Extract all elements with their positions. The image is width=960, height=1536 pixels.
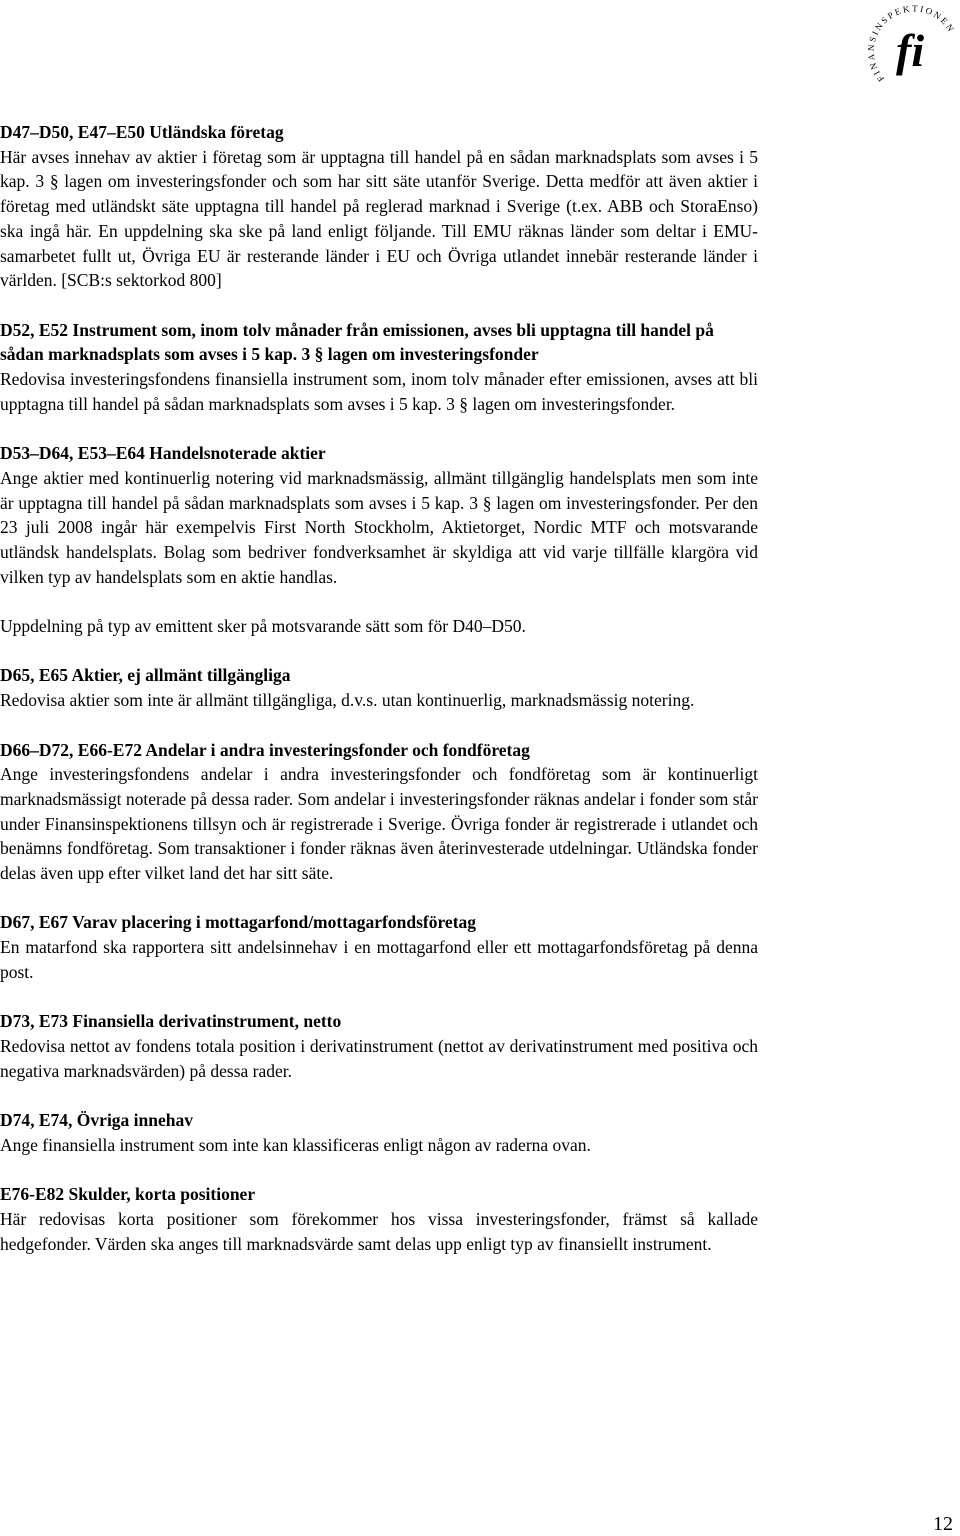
section-heading: D73, E73 Finansiella derivatinstrument, netto	[0, 1011, 342, 1032]
document-body	[0, 120, 758, 1281]
section-heading: D74, E74, Övriga innehav	[0, 1110, 194, 1130]
section-d73	[0, 1009, 758, 1083]
section-paragraph: Redovisa aktier som inte är allmänt tillgängliga, d.v.s. utan kontinuerlig, marknadsmässig notering.	[0, 690, 695, 711]
section-e76-e82	[0, 1182, 758, 1256]
section-d65	[0, 663, 758, 712]
section-uppdelning-note	[0, 614, 758, 639]
section-d66-d72	[0, 738, 758, 886]
fi-monogram-icon	[852, 0, 960, 90]
section-heading: E76-E82 Skulder, korta positioner	[0, 1184, 256, 1205]
finansinspektionen-logo	[852, 0, 960, 90]
section-heading: D65, E65 Aktier, ej allmänt tillgängliga	[0, 665, 291, 686]
section-paragraph: Redovisa nettot av fondens totala position i derivatinstrument (nettot av derivatinstrument med positiva och negativa marknadsvärden) på dessa rader.	[0, 1035, 758, 1081]
section-paragraph: Uppdelning på typ av emittent sker på motsvarande sätt som för D40–D50.	[0, 616, 526, 637]
section-paragraph: Ange aktier med kontinuerlig notering vid marknadsmässig, allmänt tillgänglig handelsplats men som inte är upptagna till handel på sådan marknadsplats som avses i 5 kap. 3 § lagen om investeringsfonder. Per den 23 juli 2008 ingår här exempelvis First North Stockholm, Aktietorget, Nordic MTF och motsvarande utländsk handelsplats. Bolag som bedriver fondverksamhet är skyldiga att vid varje tillfälle klargöra vid vilken typ av handelsplats som en aktie handlas.	[0, 467, 758, 587]
section-paragraph: Redovisa investeringsfondens finansiella instrument som, inom tolv månader efter emissionen, avses att bli upptagna till handel på sådan marknadsplats som avses i 5 kap. 3 § lagen om investeringsfonder.	[0, 369, 758, 414]
section-d52	[0, 318, 758, 417]
section-paragraph: Ange investeringsfondens andelar i andra investeringsfonder och fondföretag som är kontinuerligt marknadsmässigt noterade på dessa rader. Som andelar i investeringsfonder räknas andelar i fonder som står under Finansinspektionens tillsyn och är registrerade i Sverige. Övriga fonder är registrerade i utlandet och benämns fondföretag. Som transaktioner i fonder räknas även återinvesterade utdelningar. Utländska fonder delas även upp efter vilket land det har sitt säte.	[0, 764, 758, 884]
section-paragraph: Här avses innehav av aktier i företag som är upptagna till handel på en sådan marknadsplats som avses i 5 kap. 3 § lagen om investeringsfonder och som har sitt säte utanför Sverige. Detta medför att även aktier i företag med utländskt säte upptagna till handel på reglerad marknad i Sverige (t.ex. ABB och StoraEnso) ska ingå här. En uppdelning ska ske på land enligt följande. Till EMU räknas länder som deltar i EMU-samarbetet fullt ut, Övriga EU är resterande länder i EU och Övriga utlandet innebär resterande länder i världen. [SCB:s sektorkod 800]	[0, 146, 758, 291]
section-heading: D67, E67 Varav placering i mottagarfond/mottagarfondsföretag	[0, 912, 477, 933]
section-paragraph: En matarfond ska rapportera sitt andelsinnehav i en mottagarfond eller ett mottagarfondsföretag på denna post.	[0, 937, 758, 982]
section-d74	[0, 1108, 758, 1157]
section-heading: D53–D64, E53–E64 Handelsnoterade aktier	[0, 443, 326, 464]
section-d53-d64	[0, 441, 758, 589]
section-d47-d50	[0, 120, 758, 293]
page-number: 12	[933, 1513, 953, 1535]
section-heading: D52, E52 Instrument som, inom tolv månader från emissionen, avses bli upptagna till handel på sådan marknadsplats som avses i 5 kap. 3 § lagen om investeringsfonder	[0, 319, 714, 365]
svg-text:fi: fi	[896, 25, 925, 76]
section-heading: D47–D50, E47–E50 Utländska företag	[0, 122, 284, 142]
section-paragraph: Här redovisas korta positioner som förekommer hos vissa investeringsfonder, främst så kallade hedgefonder. Värden ska anges till marknadsvärde samt delas upp enligt typ av finansiellt instrument.	[0, 1208, 758, 1254]
section-heading: D66–D72, E66-E72 Andelar i andra investeringsfonder och fondföretag	[0, 739, 530, 760]
svg-text:FINANSINSPEKTIONEN: FINANSINSPEKTIONEN	[865, 3, 957, 84]
section-d67	[0, 910, 758, 984]
section-paragraph: Ange finansiella instrument som inte kan klassificeras enligt någon av raderna ovan.	[0, 1134, 591, 1155]
